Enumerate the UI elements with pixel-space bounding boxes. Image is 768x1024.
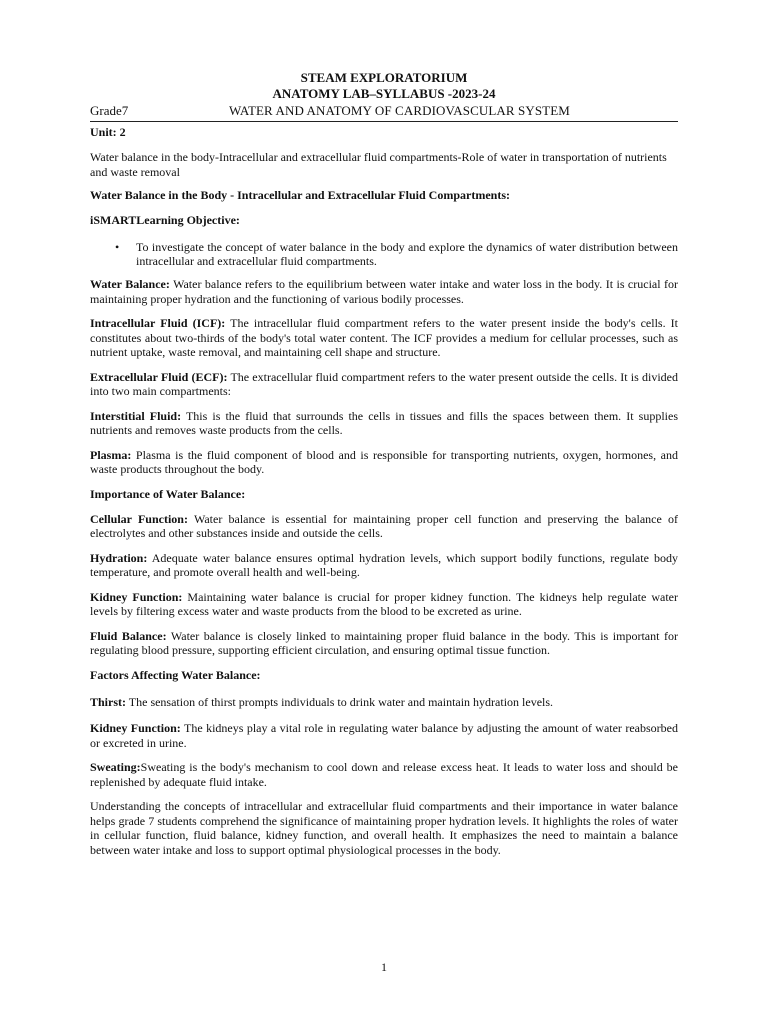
definition-ecf (90, 370, 678, 399)
header-title: STEAM EXPLORATORIUM (300, 70, 468, 85)
importance-term: Hydration: (90, 550, 148, 565)
definition-icf (90, 316, 678, 360)
factor-term: Sweating: (90, 760, 141, 774)
importance-item (90, 590, 678, 619)
factor-item (90, 760, 678, 789)
importance-item (90, 551, 678, 580)
grade-label: Grade7 (90, 103, 129, 118)
factors-heading: Factors Affecting Water Balance: (90, 667, 261, 682)
definition-text: Plasma is the fluid component of blood and is responsible for transporting nutrients, oxygen, hormones, and waste products throughout the body. (90, 447, 678, 476)
header-subtitle: ANATOMY LAB–SYLLABUS -2023-24 (272, 86, 496, 101)
unit-label: Unit: 2 (90, 125, 126, 139)
importance-text: Adequate water balance ensures optimal hydration levels, which support bodily functions, regulate body temperature, and promote overall health and well-being. (90, 550, 678, 579)
grade-row (90, 103, 678, 120)
definition-plasma (90, 448, 678, 477)
importance-term: Cellular Function: (90, 511, 188, 526)
factor-term: Kidney Function: (90, 721, 181, 735)
factor-text: The sensation of thirst prompts individuals to drink water and maintain hydration levels. (126, 694, 554, 709)
factor-text: The kidneys play a vital role in regulating water balance by adjusting the amount of water reabsorbed or excreted in urine. (90, 721, 678, 750)
importance-item (90, 629, 678, 658)
definition-term: Extracellular Fluid (ECF): (90, 369, 228, 384)
definition-interstitial (90, 409, 678, 438)
definition-text: The intracellular fluid compartment refers to the water present inside the body's cells. It constitutes about two-thirds of the body's total water content. The ICF provides a medium for cellular processes, such as nutrient uptake, waste removal, and maintaining cell shape and structure. (90, 316, 678, 359)
importance-heading: Importance of Water Balance: (90, 486, 246, 501)
bullet-icon: • (115, 240, 120, 254)
importance-text: Maintaining water balance is crucial for proper kidney function. The kidneys help regulate water levels by filtering excess water and waste products from the blood to be excreted as urine. (90, 589, 678, 618)
definition-term: Interstitial Fluid: (90, 408, 182, 423)
importance-term: Kidney Function: (90, 589, 183, 604)
definition-text: The extracellular fluid compartment refers to the water present outside the cells. It is divided into two main compartments: (90, 369, 678, 398)
topic-title: WATER AND ANATOMY OF CARDIOVASCULAR SYSTEM (229, 103, 570, 118)
section-title: Water Balance in the Body - Intracellular and Extracellular Fluid Compartments: (90, 188, 510, 202)
factor-item (90, 695, 678, 710)
header-divider (90, 121, 678, 122)
importance-text: Water balance is essential for maintaining proper cell function and preserving the balance of electrolytes and other substances inside and outside the cells. (90, 511, 679, 540)
conclusion-paragraph: Understanding the concepts of intracellular and extracellular fluid compartments and their importance in water balance helps grade 7 students comprehend the significance of maintaining proper hydration levels. It highlights the roles of water in cellular function, fluid balance, kidney function, and overall health. It emphasizes the need to maintain a balance between water intake and loss to support optimal physiological processes in the body. (90, 799, 678, 857)
definition-term: Plasma: (90, 447, 132, 462)
factor-text: Sweating is the body's mechanism to cool down and release excess heat. It leads to water loss and should be replenished by adequate fluid intake. (90, 760, 678, 789)
definition-term: Intracellular Fluid (ICF): (90, 316, 226, 330)
definition-text: This is the fluid that surrounds the cells in tissues and fills the spaces between them. It supplies nutrients and removes waste products from the cells. (90, 408, 679, 437)
definition-text: Water balance refers to the equilibrium between water intake and water loss in the body. It is crucial for maintaining proper hydration and the functioning of various bodily processes. (90, 277, 678, 306)
objective-heading: iSMARTLearning Objective: (90, 213, 240, 227)
objective-bullet (90, 240, 678, 268)
objective-text: To investigate the concept of water balance in the body and explore the dynamics of water distribution between intracellular and extracellular fluid compartments. (136, 240, 678, 268)
definition-water-balance (90, 277, 678, 306)
factor-item (90, 721, 678, 750)
document-page (90, 70, 678, 857)
importance-item (90, 512, 678, 541)
intro-paragraph: Water balance in the body-Intracellular and extracellular fluid compartments-Role of water in transportation of nutrients and waste removal (90, 150, 667, 179)
page-number: 1 (381, 960, 387, 974)
factor-term: Thirst: (90, 694, 126, 709)
importance-term: Fluid Balance: (90, 628, 167, 643)
definition-term: Water Balance: (90, 277, 170, 291)
importance-text: Water balance is closely linked to maintaining proper fluid balance in the body. This is important for regulating blood pressure, supporting efficient circulation, and ensuring optimal tissue function. (90, 628, 678, 657)
